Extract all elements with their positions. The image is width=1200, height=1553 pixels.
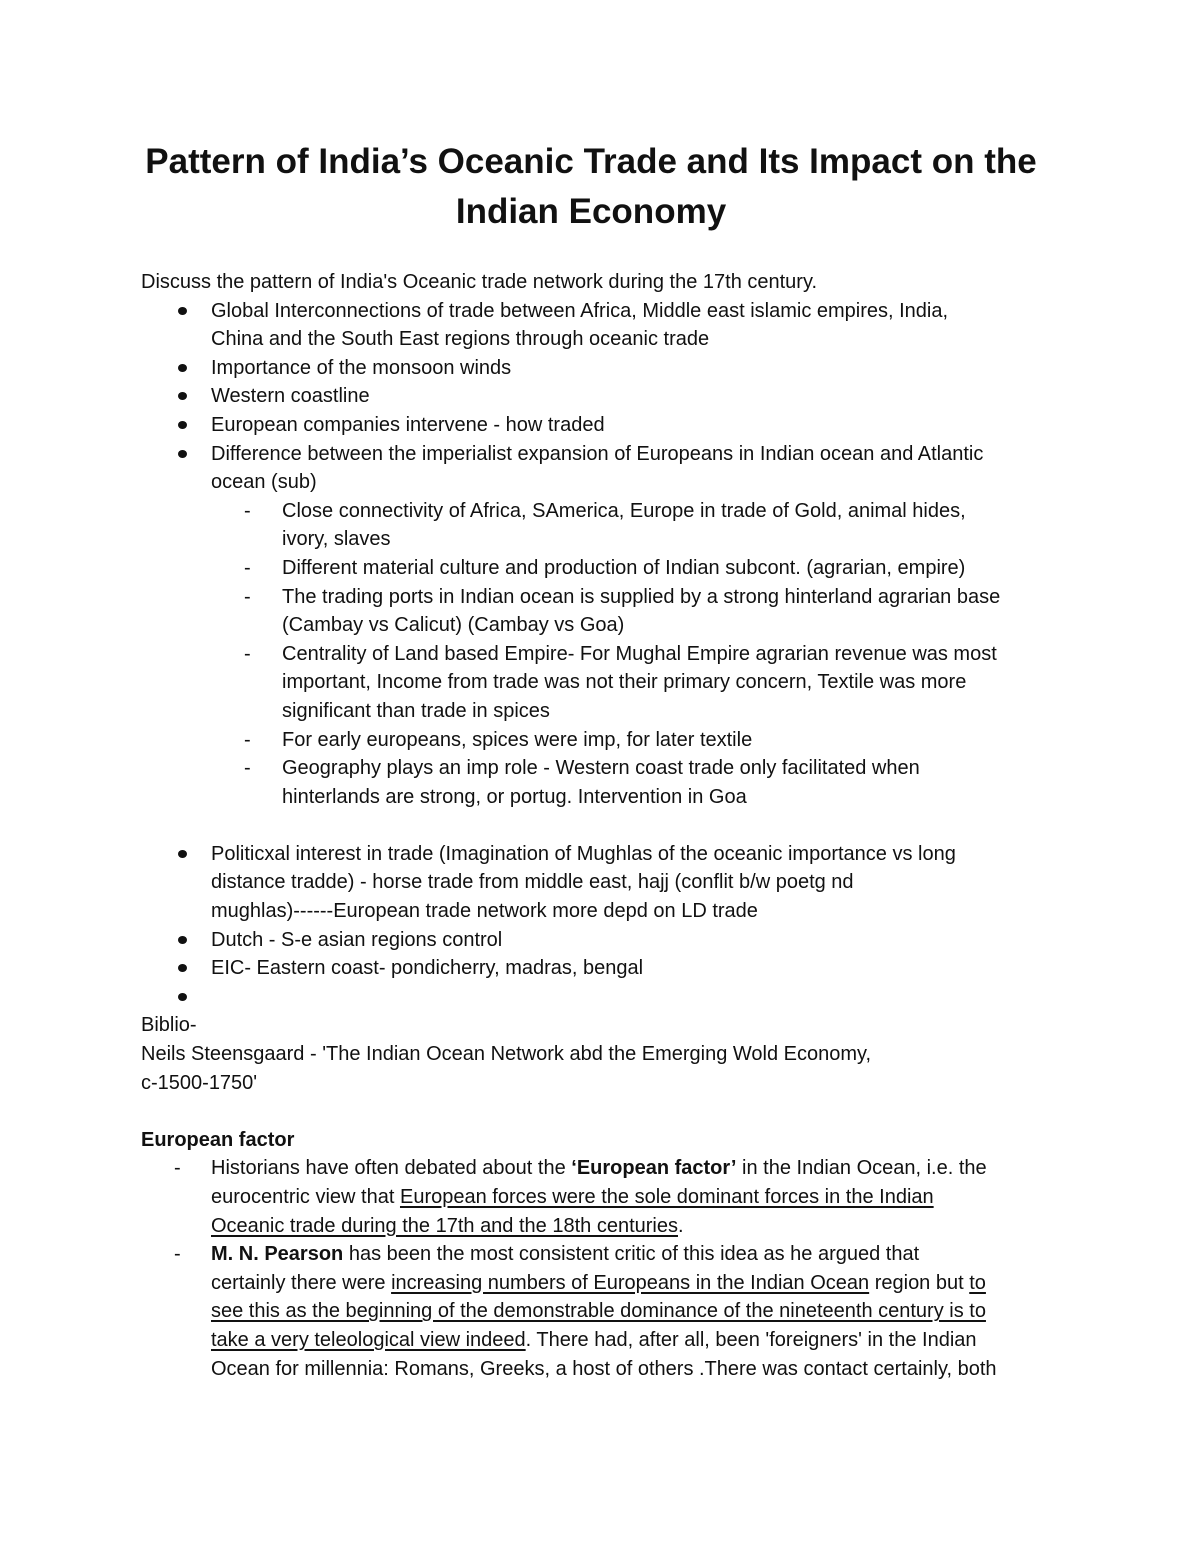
text-run: certainly there were	[211, 1271, 392, 1294]
list-item-text	[211, 1326, 1071, 1355]
sub-list-item	[141, 726, 1071, 755]
dash-marker: -	[244, 585, 251, 608]
list-item	[141, 1154, 1071, 1240]
list-item-text: distance tradde) - horse trade from middle east, hajj (conflit b/w poetg nd	[211, 871, 854, 894]
list-item-text	[211, 1355, 1071, 1384]
section-heading	[141, 1126, 1071, 1155]
list-item-text: important, Income from trade was not their primary concern, Textile was more	[282, 671, 967, 694]
list-item	[141, 411, 1071, 440]
list-item-text: Difference between the imperialist expansion of Europeans in Indian ocean and Atlantic	[211, 442, 984, 465]
sub-list-item	[141, 640, 1071, 726]
list-item-text: Importance of the monsoon winds	[211, 356, 512, 379]
bullet-list-2	[141, 840, 1071, 1012]
list-item-text	[211, 1269, 1071, 1298]
list-item-text: significant than trade in spices	[282, 699, 550, 722]
spacer	[141, 811, 1071, 840]
list-item-text: Politicxal interest in trade (Imagination of Mughlas of the oceanic importance vs long	[211, 842, 956, 865]
text-run: eurocentric view that	[211, 1186, 400, 1208]
biblio-label: Biblio-	[141, 1014, 197, 1037]
bullet-list-1	[141, 297, 1071, 497]
bibliography	[141, 1011, 1071, 1097]
list-item-text: mughlas)------European trade network more depd on LD trade	[211, 900, 758, 923]
list-item	[141, 840, 1071, 926]
list-item-text: China and the South East regions through oceanic trade	[211, 328, 710, 351]
dash-marker: -	[244, 556, 251, 579]
sub-list-item	[141, 583, 1071, 640]
list-item	[141, 297, 1071, 354]
biblio-entry-cont: c-1500-1750'	[141, 1071, 258, 1094]
list-item-text: European companies intervene - how traded	[211, 413, 605, 436]
list-item	[141, 354, 1071, 383]
list-item-text: Close connectivity of Africa, SAmerica, Europe in trade of Gold, animal hides,	[282, 499, 966, 522]
text-run: in the Indian Ocean, i.e. the	[736, 1157, 987, 1180]
list-item-empty	[141, 983, 1071, 1012]
bold-run: M. N. Pearson	[211, 1243, 344, 1266]
dash-marker: -	[174, 1243, 181, 1266]
sub-list-item	[141, 754, 1071, 811]
list-item-text: Western coastline	[211, 385, 370, 408]
list-item-text: (Cambay vs Calicut) (Cambay vs Goa)	[282, 614, 625, 637]
underlined-run: take a very teleological view indeed	[211, 1328, 526, 1351]
list-item-text: ocean (sub)	[211, 471, 317, 494]
bold-run: ‘European factor’	[571, 1157, 737, 1180]
text-run: has been the most consistent critic of this idea as he argued that	[343, 1243, 920, 1266]
dash-marker: -	[244, 728, 251, 751]
list-item	[141, 954, 1071, 983]
list-item-text: Dutch - S-e asian regions control	[211, 928, 503, 951]
list-item-text	[211, 1183, 1071, 1212]
list-item-text: EIC- Eastern coast- pondicherry, madras, bengal	[211, 957, 644, 980]
list-item	[141, 440, 1071, 497]
page-title: Pattern of India’s Oceanic Trade and Its Impact on the Indian Economy	[145, 142, 1037, 231]
list-item	[141, 1240, 1071, 1383]
list-item-text: hinterlands are strong, or portug. Intervention in Goa	[282, 785, 747, 808]
dash-marker: -	[244, 757, 251, 780]
dash-marker: -	[174, 1157, 181, 1180]
list-item-text	[211, 1212, 1071, 1241]
biblio-entry: Neils Steensgaard - 'The Indian Ocean Network abd the Emerging Wold Economy,	[141, 1043, 872, 1066]
european-factor-section	[141, 1126, 1071, 1383]
list-item-text: Different material culture and production of Indian subcont. (agrarian, empire)	[282, 556, 966, 579]
dash-marker: -	[244, 642, 251, 665]
list-item-text: ivory, slaves	[282, 528, 391, 551]
text-run: .	[677, 1214, 684, 1237]
text-run: Historians have often debated about the	[211, 1157, 572, 1180]
sub-list-item	[141, 554, 1071, 583]
intro-question: Discuss the pattern of India's Oceanic trade network during the 17th century.	[141, 271, 818, 293]
text-run: Ocean for millennia: Romans, Greeks, a host of others .There was contact certainly, both	[211, 1357, 997, 1380]
text-run: region but	[869, 1271, 970, 1294]
document-body	[141, 268, 1071, 1383]
text-run: . There had, after all, been 'foreigners' in the Indian	[525, 1328, 977, 1351]
list-item-text: The trading ports in Indian ocean is supplied by a strong hinterland agrarian base	[282, 585, 1001, 608]
list-item-text: For early europeans, spices were imp, for later textile	[282, 728, 753, 751]
list-item-text: Geography plays an imp role - Western coast trade only facilitated when	[282, 757, 920, 780]
list-item-text: Global Interconnections of trade between Africa, Middle east islamic empires, India,	[211, 299, 949, 322]
list-item-text	[211, 1297, 1071, 1326]
underlined-run: increasing numbers of Europeans in the Indian Ocean	[391, 1271, 870, 1294]
section-heading-text: European factor	[141, 1128, 295, 1151]
list-item-text	[211, 1240, 1071, 1269]
sub-list-item	[141, 497, 1071, 554]
underlined-run: see this as the beginning of the demonstrable dominance of the nineteenth century is to	[211, 1300, 986, 1323]
underlined-run: European forces were the sole dominant forces in the Indian	[399, 1186, 934, 1208]
list-item-text	[211, 1154, 1071, 1183]
sub-list	[141, 497, 1071, 812]
list-item-text: Centrality of Land based Empire- For Mughal Empire agrarian revenue was most	[282, 642, 997, 665]
list-item	[141, 926, 1071, 955]
spacer	[141, 1097, 1071, 1126]
dash-marker: -	[244, 499, 251, 522]
list-item	[141, 382, 1071, 411]
underlined-run: to	[969, 1271, 986, 1294]
underlined-run: Oceanic trade during the 17th and the 18th centuries	[211, 1214, 678, 1237]
